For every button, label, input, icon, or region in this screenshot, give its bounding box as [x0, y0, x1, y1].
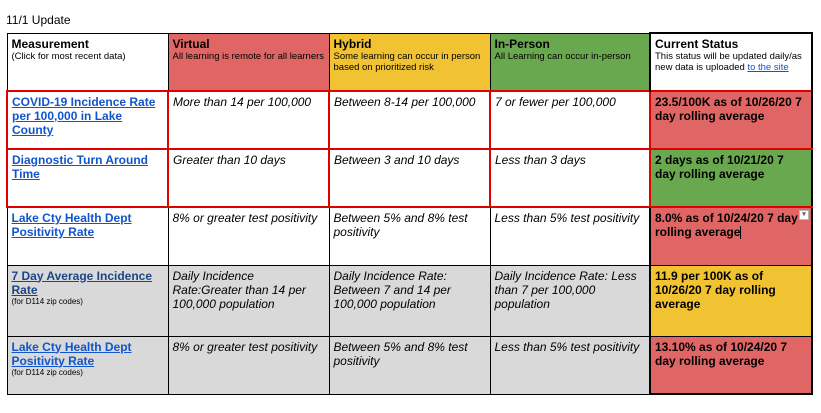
inperson-cell: Less than 5% test positivity [490, 207, 650, 265]
header-virtual-title: Virtual [172, 36, 210, 51]
hybrid-cell: Between 3 and 10 days [329, 149, 490, 207]
header-inperson-title: In-Person [494, 36, 550, 51]
header-measurement-desc: (Click for most recent data) [11, 50, 126, 62]
header-virtual-desc: All learning is remote for all learners [172, 50, 325, 62]
inperson-cell: Less than 3 days [490, 149, 650, 207]
inperson-cell: Less than 5% test positivity [490, 336, 650, 394]
measure-link-7day-incidence[interactable]: 7 Day Average Incidence Rate [11, 268, 153, 297]
table-row [7, 207, 812, 265]
header-status-desc [655, 51, 807, 73]
table-row [7, 91, 812, 149]
status-cell: 13.10% as of 10/24/20 7 day rolling average [650, 336, 812, 394]
text-cursor [740, 226, 741, 239]
measure-cell [7, 336, 168, 394]
table-row [7, 265, 812, 336]
measure-link-positivity-rate[interactable]: Lake Cty Health Dept Positivity Rate [11, 211, 132, 239]
header-measurement [7, 33, 168, 91]
header-current-status [650, 33, 812, 91]
header-hybrid [329, 33, 490, 91]
header-hybrid-title: Hybrid [333, 36, 372, 51]
status-cell: 2 days as of 10/21/20 7 day rolling average [650, 149, 812, 207]
measure-link-incidence-rate[interactable]: COVID-19 Incidence Rate per 100,000 in Lake County [12, 95, 156, 137]
header-row [7, 33, 812, 91]
hybrid-cell: Between 5% and 8% test positivity [329, 207, 490, 265]
hybrid-cell: Between 5% and 8% test positivity [329, 336, 490, 394]
inperson-cell: 7 or fewer per 100,000 [490, 91, 650, 149]
virtual-cell: Daily Incidence Rate:Greater than 14 per 100,000 population [168, 265, 329, 336]
header-status-desc-text: This status will be updated daily/as new data is uploaded [655, 51, 802, 73]
measure-cell [7, 207, 168, 265]
status-cell: 23.5/100K as of 10/26/20 7 day rolling average [650, 91, 812, 149]
status-table [6, 32, 813, 395]
header-status-title: Current Status [655, 37, 739, 51]
table-row [7, 149, 812, 207]
measure-cell [7, 91, 168, 149]
virtual-cell: Greater than 10 days [168, 149, 329, 207]
site-link[interactable]: to the site [747, 62, 789, 73]
measure-link-d114-positivity[interactable]: Lake Cty Health Dept Positivity Rate [11, 339, 132, 368]
header-virtual [168, 33, 329, 91]
virtual-cell: More than 14 per 100,000 [168, 91, 329, 149]
table-row [7, 336, 812, 394]
measure-link-turnaround-time[interactable]: Diagnostic Turn Around Time [12, 153, 148, 181]
measure-cell [7, 149, 168, 207]
dropdown-arrow-icon[interactable]: ▾ [799, 210, 809, 220]
header-measurement-title: Measurement [11, 36, 89, 51]
hybrid-cell: Between 8-14 per 100,000 [329, 91, 490, 149]
inperson-cell: Daily Incidence Rate: Less than 7 per 100,000 population [490, 265, 650, 336]
status-text: 8.0% as of 10/24/20 7 day rolling average [655, 211, 798, 239]
page-title: 11/1 Update [6, 13, 71, 27]
measure-cell [7, 265, 168, 336]
measure-sub: (for D114 zip codes) [11, 367, 83, 377]
header-hybrid-desc: Some learning can occur in person based on prioritized risk [333, 50, 481, 73]
measure-sub: (for D114 zip codes) [11, 296, 83, 306]
status-cell: 11.9 per 100K as of 10/26/20 7 day rolling average [650, 265, 812, 336]
status-cell-editing[interactable] [650, 207, 812, 265]
header-inperson-desc: All Learning can occur in-person [494, 50, 631, 62]
virtual-cell: 8% or greater test positivity [168, 336, 329, 394]
virtual-cell: 8% or greater test positivity [168, 207, 329, 265]
hybrid-cell: Daily Incidence Rate: Between 7 and 14 per 100,000 population [329, 265, 490, 336]
header-inperson [490, 33, 650, 91]
